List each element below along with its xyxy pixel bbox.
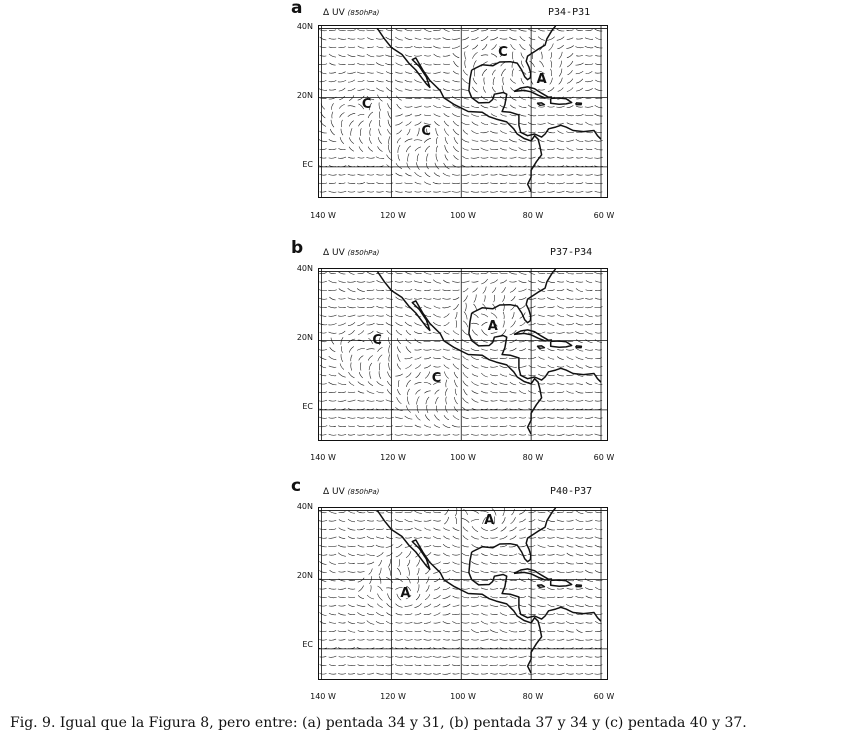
coastline [537, 585, 544, 587]
panel-letter-a: a [291, 0, 303, 18]
cyclone-marker: C [421, 124, 431, 140]
panel-letter-c: c [291, 476, 302, 496]
lat-label-ec-b: EC [302, 402, 313, 411]
cyclone-marker: C [498, 44, 508, 60]
coastline [514, 330, 551, 341]
coastline [576, 346, 582, 348]
variable-name-b: Δ UV [323, 248, 345, 258]
map-frame [319, 269, 608, 441]
panel-letter-b: b [291, 238, 304, 258]
lat-label-20n-a: 20N [296, 91, 313, 100]
level-label-c: (850hPa) [347, 488, 380, 496]
lon-label-140w-b: 140 W [310, 453, 336, 462]
wind-vector-field [319, 508, 603, 674]
coastline [537, 346, 544, 348]
cyclone-marker: C [431, 370, 442, 386]
variable-label-b [323, 248, 379, 258]
coastline [576, 103, 582, 105]
cyclone-marker: C [372, 332, 382, 348]
coastline [537, 103, 544, 105]
lat-label-20n-b: 20N [296, 333, 313, 342]
lon-label-120w-b: 120 W [380, 453, 406, 462]
pentad-pair-label-c: P40-P37 [550, 486, 593, 497]
lat-label-ec-a: EC [302, 160, 313, 169]
anticyclone-marker: A [484, 512, 495, 528]
lat-label-40n-a: 40N [296, 22, 313, 31]
lat-label-ec-c: EC [302, 640, 313, 649]
figure-caption: Fig. 9. Igual que la Figura 8, pero entre: (a) pentada 34 y 31, (b) pentada 37 y 34 y (c) pentada 40 y 37. [10, 715, 747, 731]
anticyclone-marker: A [400, 585, 411, 601]
anticyclone-marker: A [536, 72, 547, 88]
lon-label-80w-c: 80 W [522, 692, 544, 701]
lon-label-60w-a: 60 W [593, 211, 615, 220]
lon-label-60w-b: 60 W [593, 453, 615, 462]
coastline [514, 569, 551, 580]
lon-label-100w-a: 100 W [450, 211, 476, 220]
lon-label-120w-c: 120 W [380, 692, 406, 701]
pentad-pair-label-b: P37-P34 [550, 247, 593, 258]
variable-label-a [323, 8, 379, 18]
wind-anomaly-map-c [318, 507, 608, 680]
variable-name-c: Δ UV [323, 487, 345, 497]
lon-label-80w-b: 80 W [522, 453, 544, 462]
map-frame [319, 508, 608, 680]
lat-label-20n-c: 20N [296, 571, 313, 580]
coastline [576, 585, 582, 587]
pentad-pair-label-a: P34-P31 [548, 7, 591, 18]
variable-label-c [323, 487, 379, 497]
lon-label-60w-c: 60 W [593, 692, 615, 701]
wind-vector-field [319, 272, 603, 436]
lat-label-40n-b: 40N [296, 264, 313, 273]
lon-label-100w-c: 100 W [450, 692, 476, 701]
variable-name-a: Δ UV [323, 8, 345, 18]
lon-label-140w-c: 140 W [310, 692, 336, 701]
lon-label-120w-a: 120 W [380, 211, 406, 220]
coastline [551, 341, 572, 347]
lat-label-40n-c: 40N [296, 502, 313, 511]
map-layers [318, 507, 608, 680]
level-label-b: (850hPa) [347, 249, 380, 257]
cyclone-marker: C [361, 96, 372, 112]
level-label-a: (850hPa) [347, 9, 380, 17]
lon-label-80w-a: 80 W [522, 211, 544, 220]
lon-label-140w-a: 140 W [310, 211, 336, 220]
coastline [551, 580, 572, 586]
wind-anomaly-map-b [318, 268, 608, 441]
anticyclone-marker: A [487, 318, 498, 334]
map-layers [318, 268, 608, 441]
lon-label-100w-b: 100 W [450, 453, 476, 462]
